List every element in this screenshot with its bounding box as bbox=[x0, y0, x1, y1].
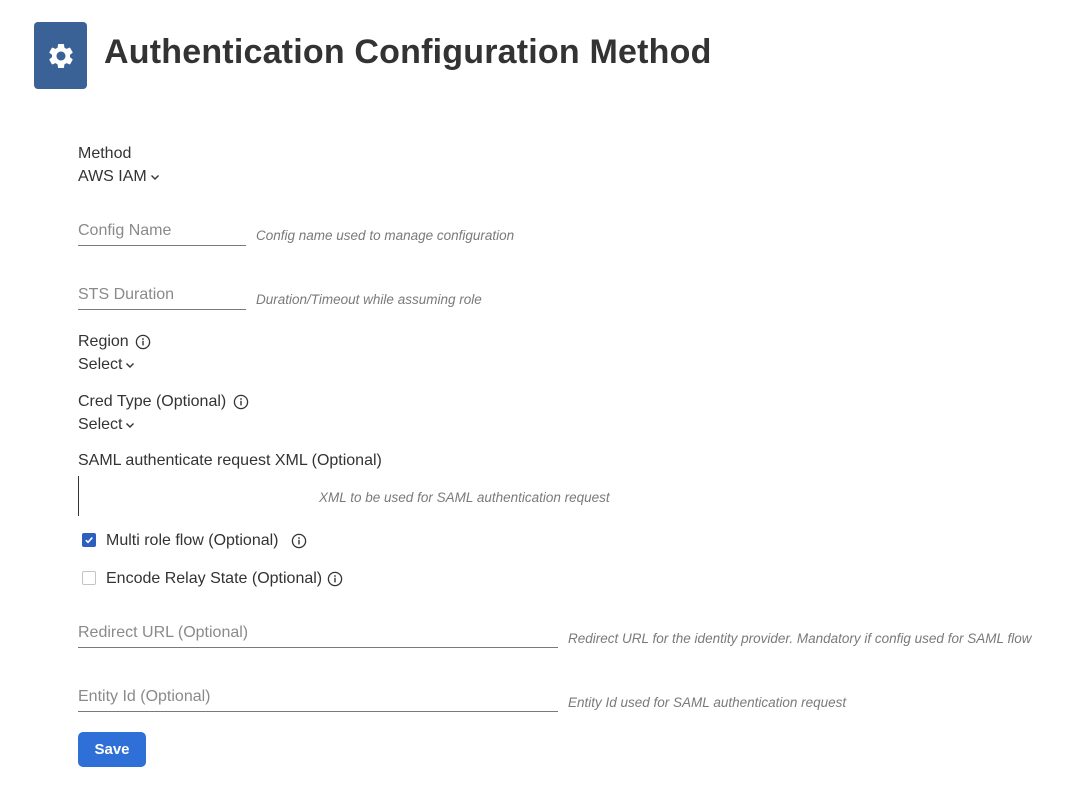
save-button[interactable]: Save bbox=[78, 732, 146, 767]
method-select-value: AWS IAM bbox=[78, 168, 147, 185]
cred-type-select[interactable] bbox=[78, 416, 135, 434]
config-name-input[interactable] bbox=[78, 220, 246, 246]
multi-role-checkbox[interactable] bbox=[82, 533, 96, 547]
chevron-down-icon bbox=[125, 421, 135, 429]
region-info-icon[interactable] bbox=[135, 334, 151, 350]
gear-icon bbox=[46, 41, 76, 71]
encode-relay-label: Encode Relay State (Optional) bbox=[106, 570, 323, 587]
sts-duration-hint: Duration/Timeout while assuming role bbox=[256, 292, 482, 307]
redirect-url-hint: Redirect URL for the identity provider. Mandatory if config used for SAML flow bbox=[568, 631, 1032, 646]
saml-xml-textarea[interactable] bbox=[79, 476, 658, 516]
saml-xml-field bbox=[78, 476, 658, 516]
page-title: Authentication Configuration Method bbox=[104, 33, 712, 71]
chevron-down-icon bbox=[125, 361, 135, 369]
multi-role-info-icon[interactable] bbox=[291, 533, 307, 549]
saml-xml-label: SAML authenticate request XML (Optional) bbox=[78, 452, 382, 469]
chevron-down-icon bbox=[150, 173, 160, 181]
region-select-value: Select bbox=[78, 356, 123, 373]
cred-type-label: Cred Type (Optional) bbox=[78, 393, 227, 410]
region-select[interactable] bbox=[78, 356, 135, 374]
config-name-hint: Config name used to manage configuration bbox=[256, 228, 515, 243]
entity-id-hint: Entity Id used for SAML authentication request bbox=[568, 695, 847, 710]
region-label: Region bbox=[78, 333, 129, 350]
sts-duration-input[interactable] bbox=[78, 284, 246, 310]
checkmark-icon bbox=[84, 535, 94, 545]
encode-relay-checkbox[interactable] bbox=[82, 571, 96, 585]
entity-id-input[interactable] bbox=[78, 686, 558, 712]
cred-type-info-icon[interactable] bbox=[233, 394, 249, 410]
cred-type-select-value: Select bbox=[78, 416, 123, 433]
multi-role-label: Multi role flow (Optional) bbox=[106, 532, 279, 549]
encode-relay-info-icon[interactable] bbox=[327, 571, 343, 587]
method-select[interactable] bbox=[78, 168, 160, 186]
redirect-url-input[interactable] bbox=[78, 622, 558, 648]
method-label: Method bbox=[78, 145, 132, 162]
header-logo bbox=[34, 22, 87, 89]
